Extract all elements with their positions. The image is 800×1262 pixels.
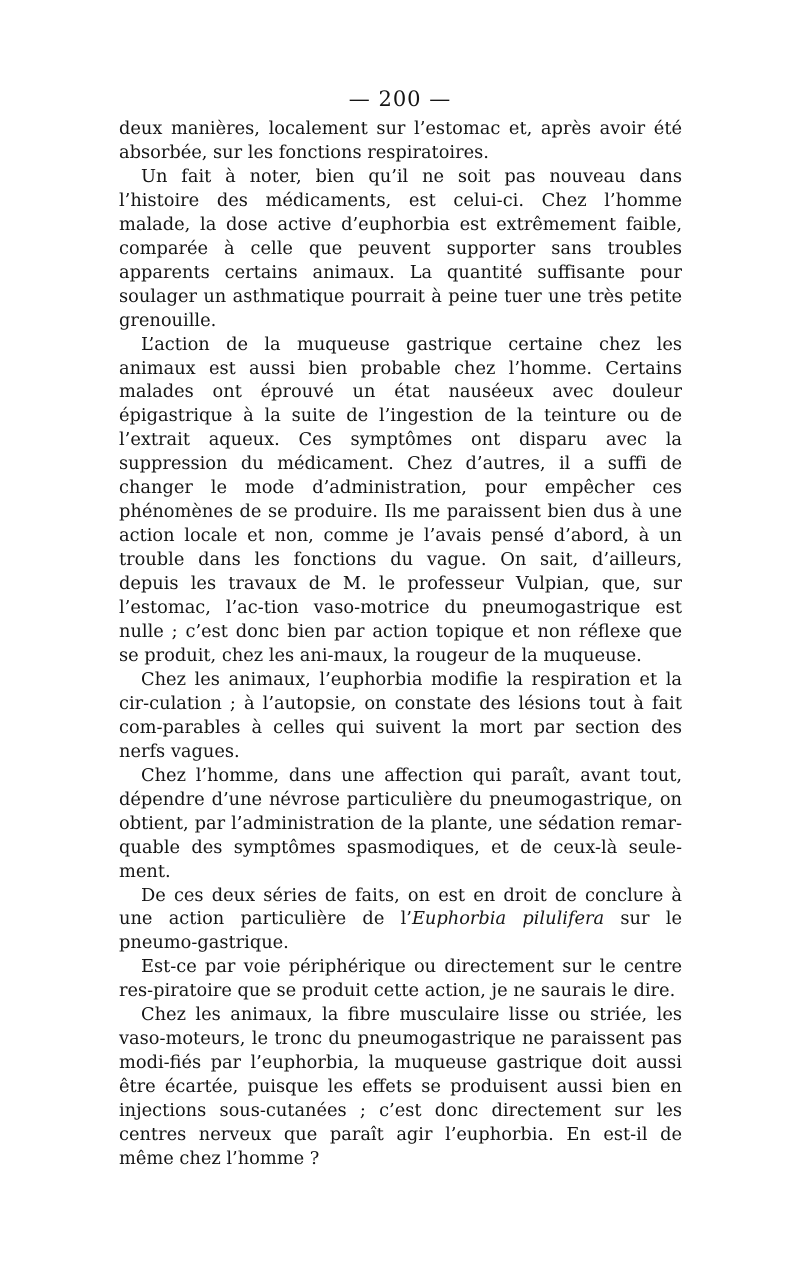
paragraph-7: [119, 955, 682, 1003]
paragraph-4: [119, 668, 682, 764]
paragraph-text: De ces deux séries de faits, on est en droit de conclure à une action particulière de l’: [119, 884, 682, 930]
paragraph-text: Chez les animaux, l’euphorbia modifie la respiration et la cir-culation ; à l’autopsie, on constate des lésions tout à fait com-parables à celles qui suivent la mort par section des nerfs vagues.: [119, 668, 682, 762]
body-text: [119, 117, 682, 1171]
paragraph-1: [119, 117, 682, 165]
paragraph-text: Un fait à noter, bien qu’il ne soit pas nouveau dans l’histoire des médicaments, est celui-ci. Chez l’homme malade, la dose active d’euphorbia est extrêmement faible, comparée à celle que peuvent supporter sans troubles apparents certains animaux. La quantité suffisante pour soulager un asthmatique pourrait à peine tuer une très petite grenouille.: [119, 165, 682, 331]
paragraph-5: [119, 764, 682, 884]
paragraph-2: [119, 165, 682, 333]
paragraph-text: deux manières, localement sur l’estomac et, après avoir été absorbée, sur les fonctions respiratoires.: [119, 118, 682, 163]
paragraph-3: [119, 333, 682, 668]
paragraph-text: sur le pneumo-gastrique.: [119, 908, 682, 954]
paragraph-6: [119, 884, 682, 956]
paragraph-8: [119, 1003, 682, 1171]
paragraph-text: Chez l’homme, dans une affection qui paraît, avant tout, dépendre d’une névrose particulière du pneumogastrique, on obtient, par l’administration de la plante, une sédation remar-quable des symptômes spasmodiques, et de ceux-là seule-ment.: [119, 764, 682, 882]
page-number: — 200 —: [348, 87, 452, 111]
paragraph-text: Est-ce par voie périphérique ou directement sur le centre res-piratoire que se produit cette action, je ne saurais le dire.: [119, 956, 682, 1002]
paragraph-text: Chez les animaux, la fibre musculaire lisse ou striée, les vaso-moteurs, le tronc du pneumogastrique ne paraissent pas modi-fiés par l’euphorbia, la muqueuse gastrique doit aussi être écartée, puisque les effets se produisent aussi bien en injections sous-cutanées ; c’est donc directement sur les centres nerveux que paraît agir l’euphorbia. En est-il de même chez l’homme ?: [119, 1004, 682, 1169]
paragraph-text: L’action de la muqueuse gastrique certaine chez les animaux est aussi bien probable chez l’homme. Certains malades ont éprouvé un état nauséeux avec douleur épigastrique à la suite de l’ingestion de la teinture ou de l’extrait aqueux. Ces symptômes ont disparu avec la suppression du médicament. Chez d’autres, il a suffi de changer le mode d’administration, pour empêcher ces phénomènes de se produire. Ils me paraissent bien dus à une action locale et non, comme je l’avais pensé d’abord, à un trouble dans les fonctions du vague. On sait, d’ailleurs, depuis les travaux de M. le professeur Vulpian, que, sur l’estomac, l’ac-tion vaso-motrice du pneumogastrique est nulle ; c’est donc bien par action topique et non réflexe que se produit, chez les ani-maux, la rougeur de la muqueuse.: [119, 333, 682, 666]
species-name: Euphorbia pilulifera: [411, 908, 605, 930]
